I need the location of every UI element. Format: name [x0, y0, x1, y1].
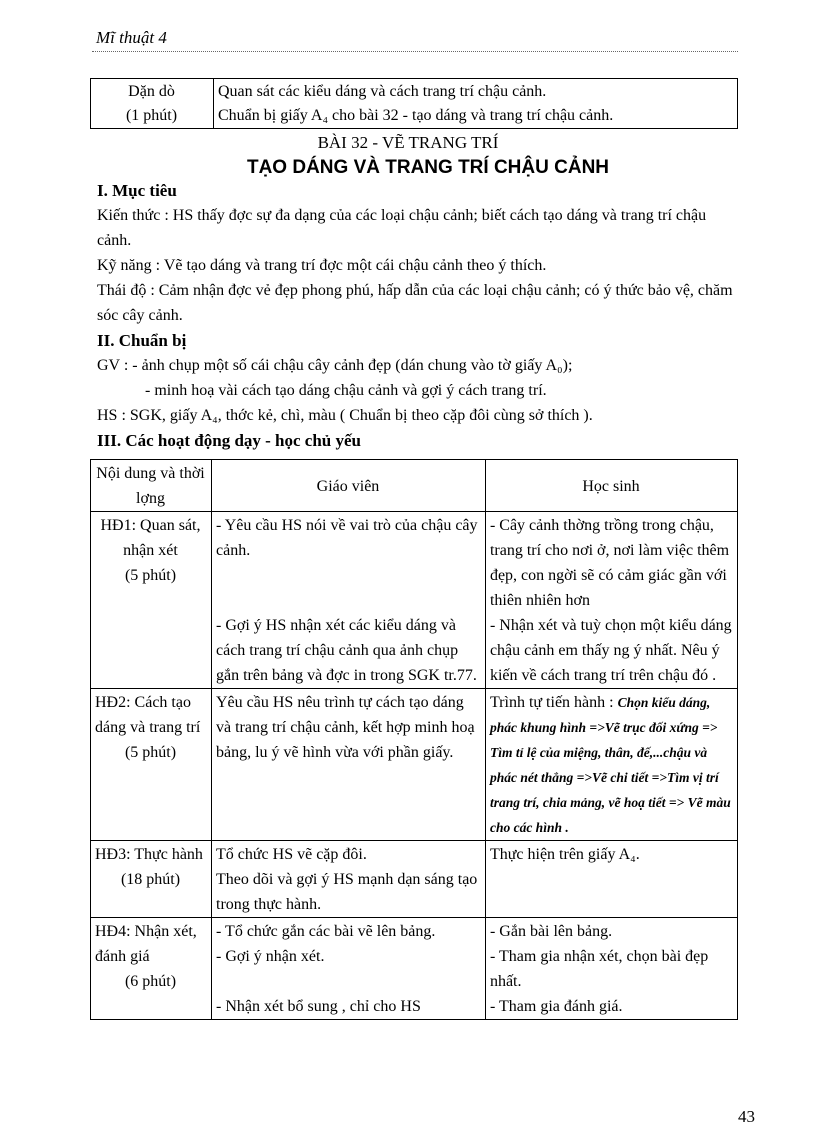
activities-heading: III. Các hoạt động dạy - học chủ yếu: [97, 431, 362, 450]
homework-label-cell: [91, 79, 214, 129]
activities-table: [90, 459, 738, 1020]
hd4-time: (6 phút): [124, 973, 177, 990]
hd4-student-c: - Tham gia đánh giá.: [489, 998, 623, 1015]
hd4-teacher-a: - Tổ chức gắn các bài vẽ lên bảng.: [216, 923, 436, 940]
hd1-student-a: - Cây cảnh thờng trồng trong chậu, trang trí cho nơi ở, nơi làm việc thêm đẹp, con ngời sẽ có cảm giác gần với thiên nhiên hơn: [489, 517, 730, 609]
hd4-content-cell: [91, 918, 212, 1020]
objectives-heading: I. Mục tiêu: [97, 181, 177, 200]
column-header: Nội dung và thời lợng: [91, 460, 212, 512]
table-row: [91, 918, 738, 1020]
running-header: Mĩ thuật 4: [96, 28, 167, 47]
hd1-content-cell: [91, 512, 212, 689]
table-header-row: [91, 460, 738, 512]
hd1-teacher-b: - Gợi ý HS nhận xét các kiểu dáng và cách trang trí chậu cảnh qua ảnh chụp gắn trên bảng và đợc in trong SGK tr.77.: [216, 617, 477, 684]
hd2-teacher: Yêu cầu HS nêu trình tự cách tạo dáng và trang trí chậu cảnh, kết hợp minh hoạ bảng, lu ý vẽ hình vừa với phần giấy.: [216, 694, 475, 761]
spacer: [216, 588, 480, 613]
preparation-heading: II. Chuẩn bị: [97, 331, 187, 350]
hd3-content: HĐ3: Thực hành: [95, 846, 203, 863]
hd4-content: HĐ4: Nhận xét, đánh giá: [95, 923, 197, 965]
table-row: [91, 689, 738, 841]
preparation-gv-2: - minh hoạ vài cách tạo dáng chậu cảnh và gợi ý cách trang trí.: [145, 382, 547, 399]
lesson-number: BÀI 32 - VẼ TRANG TRÍ: [317, 133, 499, 152]
hd2-student-steps: Chọn kiểu dáng, phác khung hình =>Vẽ trục đối xứng => Tìm tỉ lệ của miệng, thân, đế,...chậu và phác nét thẳng =>Vẽ chi tiết =>Tìm vị trí trang trí, chia mảng, vẽ hoạ tiết => Vẽ màu cho các hình .: [489, 695, 731, 835]
hd4-teacher-b: - Gợi ý nhận xét.: [216, 948, 325, 965]
objective-skill: Kỹ năng : Vẽ tạo dáng và trang trí đợc một cái chậu cảnh theo ý thích.: [97, 257, 547, 274]
homework-label: Dặn dò: [128, 83, 175, 100]
hd4-student-b: - Tham gia nhận xét, chọn bài đẹp nhất.: [489, 948, 709, 990]
homework-table: [90, 78, 738, 129]
hd1-teacher-cell: [212, 512, 486, 689]
spacer: [216, 563, 480, 588]
hd2-time: (5 phút): [124, 744, 177, 761]
preparation-gv-1: GV : - ảnh chụp một số cái chậu cây cảnh đẹp (dán chung vào tờ giấy A₀);: [97, 357, 573, 374]
preparation-hs: HS : SGK, giấy A₄, thớc kẻ, chì, màu ( Chuẩn bị theo cặp đôi cùng sở thích ).: [97, 407, 593, 424]
homework-time: (1 phút): [125, 107, 178, 124]
homework-line: Chuẩn bị giấy A₄ cho bài 32 - tạo dáng và trang trí chậu cảnh.: [218, 107, 614, 124]
hd3-teacher-cell: [212, 841, 486, 918]
objectives-section: [97, 178, 737, 453]
lesson-title: TẠO DÁNG VÀ TRANG TRÍ CHẬU CẢNH: [246, 157, 610, 178]
header-divider: [92, 51, 738, 52]
table-row: [91, 79, 738, 129]
hd1-teacher-a: - Yêu cầu HS nói về vai trò của chậu cây cảnh.: [216, 517, 478, 559]
table-row: [91, 841, 738, 918]
hd4-student-a: - Gắn bài lên bảng.: [489, 923, 613, 940]
hd3-teacher-b: Theo dõi và gợi ý HS mạnh dạn sáng tạo trong thực hành.: [216, 871, 478, 913]
column-header: Học sinh: [485, 460, 737, 512]
hd3-student: Thực hiện trên giấy A₄.: [489, 846, 640, 863]
hd2-student-lead: Trình tự tiến hành :: [489, 694, 618, 711]
homework-line: Quan sát các kiểu dáng và cách trang trí chậu cảnh.: [218, 83, 547, 100]
column-header: Giáo viên: [212, 460, 486, 512]
hd3-teacher-a: Tổ chức HS vẽ cặp đôi.: [216, 846, 367, 863]
hd2-content-cell: [91, 689, 212, 841]
spacer: [216, 969, 480, 994]
hd1-content: HĐ1: Quan sát, nhận xét: [100, 517, 201, 559]
hd1-student-cell: [485, 512, 737, 689]
hd1-time: (5 phút): [124, 567, 177, 584]
hd2-teacher-cell: [212, 689, 486, 841]
homework-content-cell: [214, 79, 738, 129]
hd4-student-cell: [485, 918, 737, 1020]
page-number: 43: [738, 1107, 755, 1126]
hd3-time: (18 phút): [120, 871, 181, 888]
hd3-content-cell: [91, 841, 212, 918]
hd4-teacher-cell: [212, 918, 486, 1020]
hd2-student-cell: [485, 689, 737, 841]
hd3-student-cell: [485, 841, 737, 918]
hd4-teacher-c: - Nhận xét bổ sung , chỉ cho HS: [216, 998, 421, 1015]
objective-knowledge: Kiến thức : HS thấy đợc sự đa dạng của các loại chậu cảnh; biết cách tạo dáng và trang trí chậu cảnh.: [97, 207, 707, 249]
objective-attitude: Thái độ : Cảm nhận đợc vẻ đẹp phong phú, hấp dẫn của các loại chậu cảnh; có ý thức bảo vệ, chăm sóc cây cảnh.: [97, 282, 733, 324]
hd2-content: HĐ2: Cách tạo dáng và trang trí: [95, 694, 201, 736]
hd1-student-b: - Nhận xét và tuỳ chọn một kiểu dáng chậu cảnh em thấy ng ý nhất. Nêu ý kiến về cách trang trí trên chậu đó .: [489, 617, 732, 684]
table-row: [91, 512, 738, 689]
